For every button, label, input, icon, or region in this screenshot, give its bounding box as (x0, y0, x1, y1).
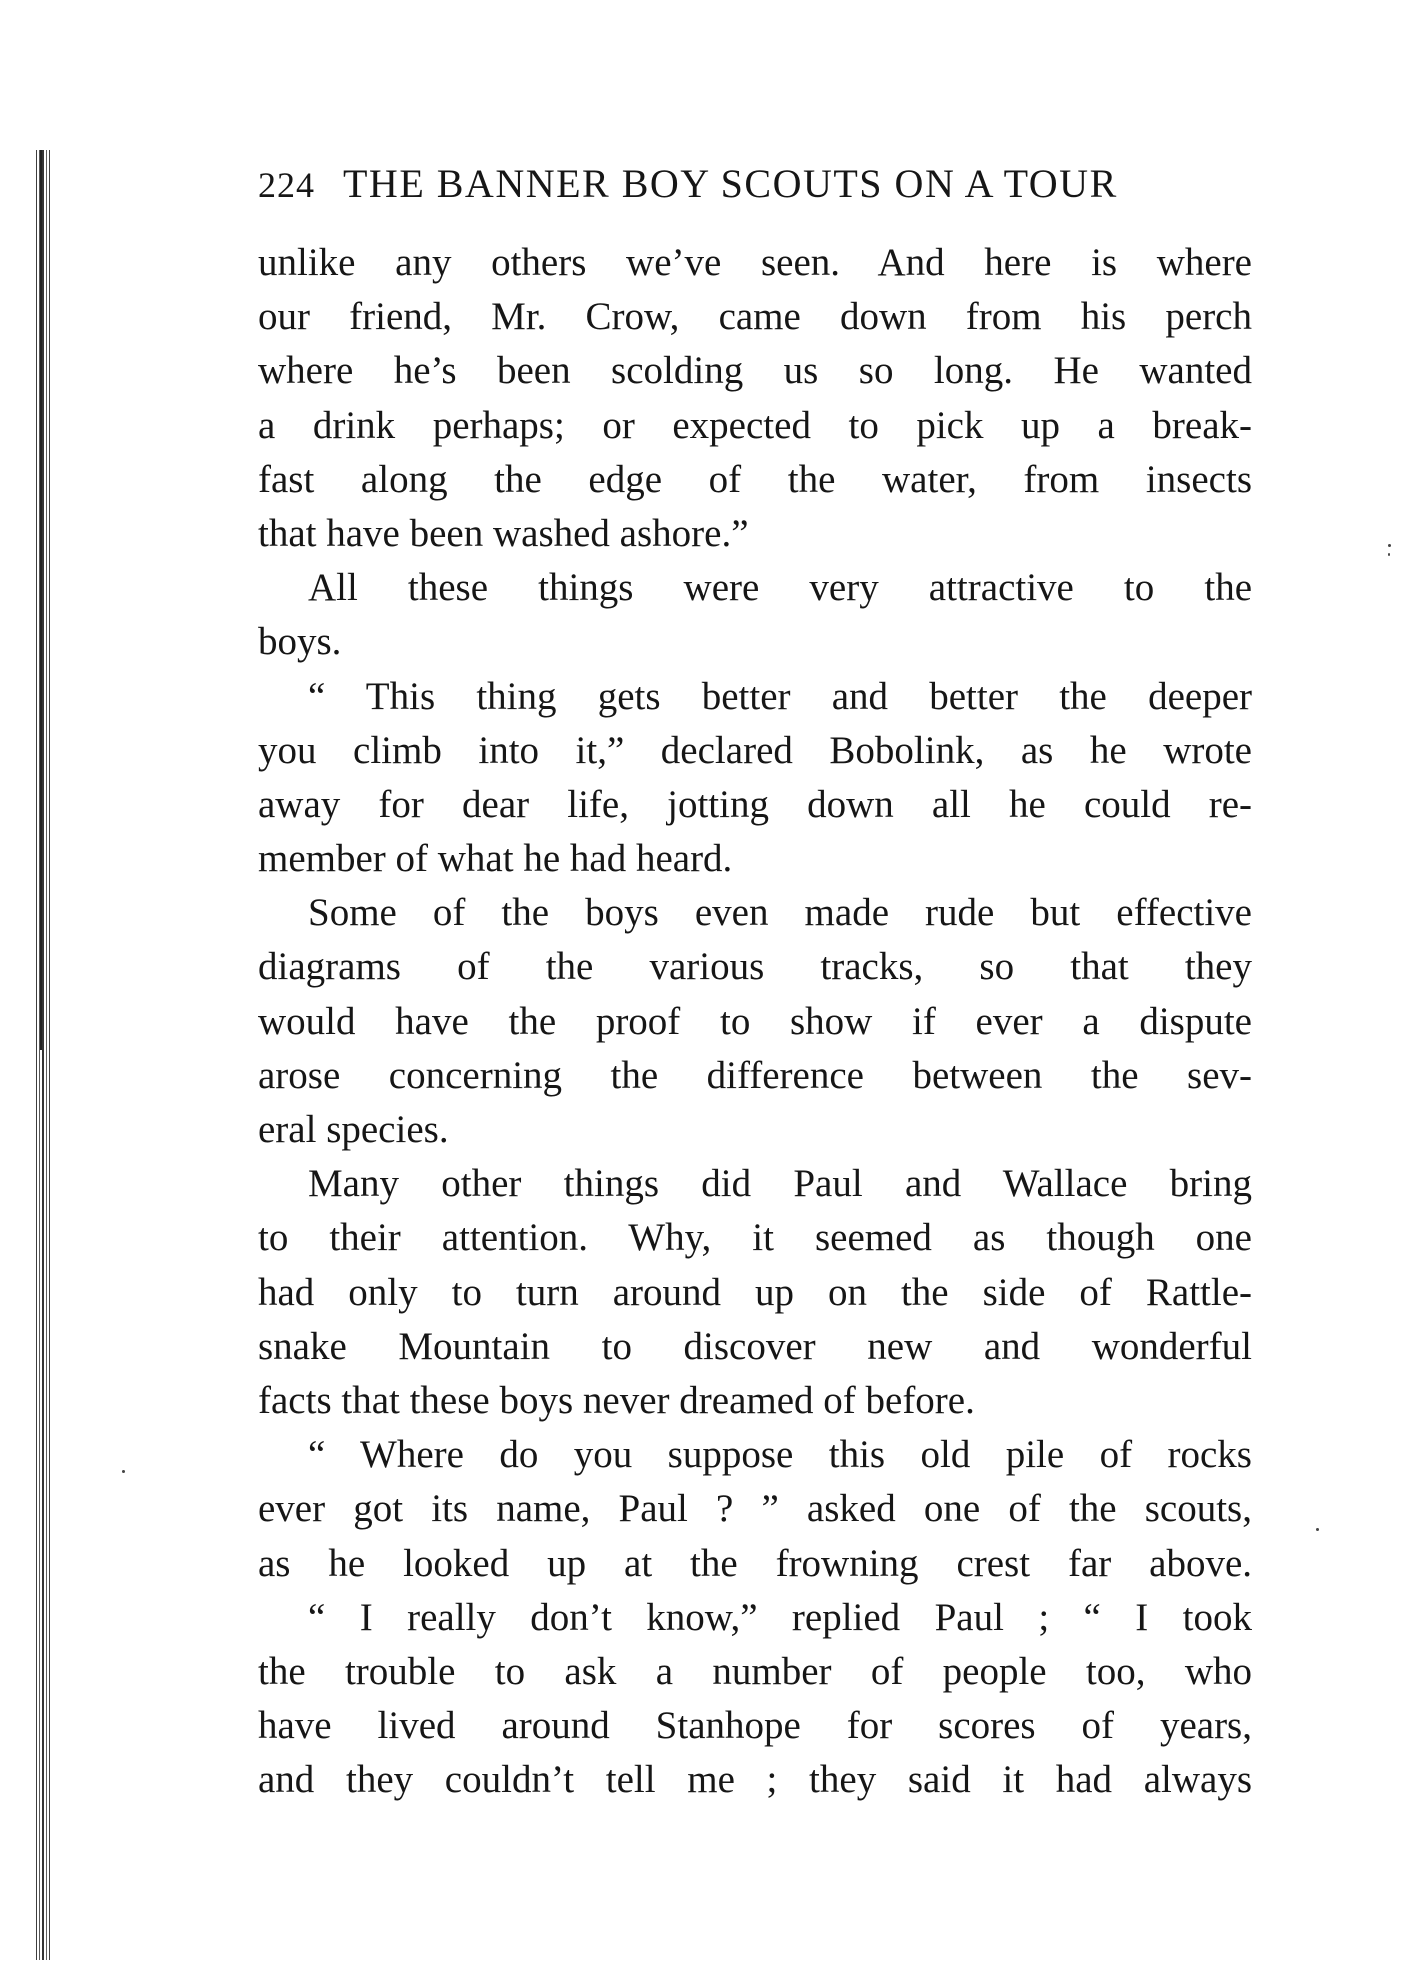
text-line: member of what he had heard. (258, 837, 733, 881)
text-line: our friend, Mr. Crow, came down from his perch (258, 295, 1252, 339)
running-header (258, 160, 1252, 210)
scan-speck (1388, 553, 1390, 556)
text-line: have lived around Stanhope for scores of years, (258, 1704, 1252, 1748)
running-title: THE BANNER BOY SCOUTS ON A TOUR (343, 161, 1118, 206)
scan-speck (122, 1470, 125, 1473)
text-line: and they couldn’t tell me ; they said it had always (258, 1758, 1252, 1802)
page-number: 224 (258, 165, 315, 205)
binding-edge (36, 150, 52, 1960)
text-line: arose concerning the difference between the sev- (258, 1053, 1252, 1097)
text-line: would have the proof to show if ever a dispute (258, 999, 1252, 1043)
text-line: “ I really don’t know,” replied Paul ; “ I took (308, 1595, 1252, 1639)
text-line: where he’s been scolding us so long. He wanted (258, 349, 1252, 393)
text-line: fast along the edge of the water, from insects (258, 457, 1252, 501)
text-line: “ Where do you suppose this old pile of rocks (308, 1433, 1252, 1477)
text-line: eral species. (258, 1108, 449, 1151)
text-line: to their attention. Why, it seemed as though one (258, 1216, 1252, 1260)
body-text (258, 236, 1252, 1807)
text-line: the trouble to ask a number of people too, who (258, 1649, 1252, 1693)
text-line: facts that these boys never dreamed of before. (258, 1378, 975, 1422)
text-line: boys. (258, 620, 342, 664)
binding-shadow (40, 150, 42, 1050)
text-line: Many other things did Paul and Wallace bring (308, 1162, 1252, 1206)
text-line: you climb into it,” declared Bobolink, as he wrote (258, 728, 1252, 772)
text-line: that have been washed ashore.” (258, 511, 749, 555)
scan-speck (1388, 544, 1391, 547)
text-line: as he looked up at the frowning crest far above. (258, 1541, 1252, 1585)
text-line: Some of the boys even made rude but effective (308, 891, 1252, 935)
text-line: away for dear life, jotting down all he could re- (258, 782, 1252, 826)
text-line: diagrams of the various tracks, so that they (258, 945, 1252, 989)
text-line: snake Mountain to discover new and wonderful (258, 1324, 1252, 1368)
text-line: ever got its name, Paul ? ” asked one of the scouts, (258, 1487, 1252, 1531)
scan-speck (1316, 1528, 1319, 1531)
text-line: had only to turn around up on the side of Rattle- (258, 1270, 1252, 1314)
text-line: a drink perhaps; or expected to pick up a break- (258, 403, 1252, 447)
text-line: All these things were very attractive to the (308, 566, 1252, 610)
text-line: “ This thing gets better and better the deeper (308, 674, 1252, 718)
text-line: unlike any others we’ve seen. And here is where (258, 241, 1252, 284)
